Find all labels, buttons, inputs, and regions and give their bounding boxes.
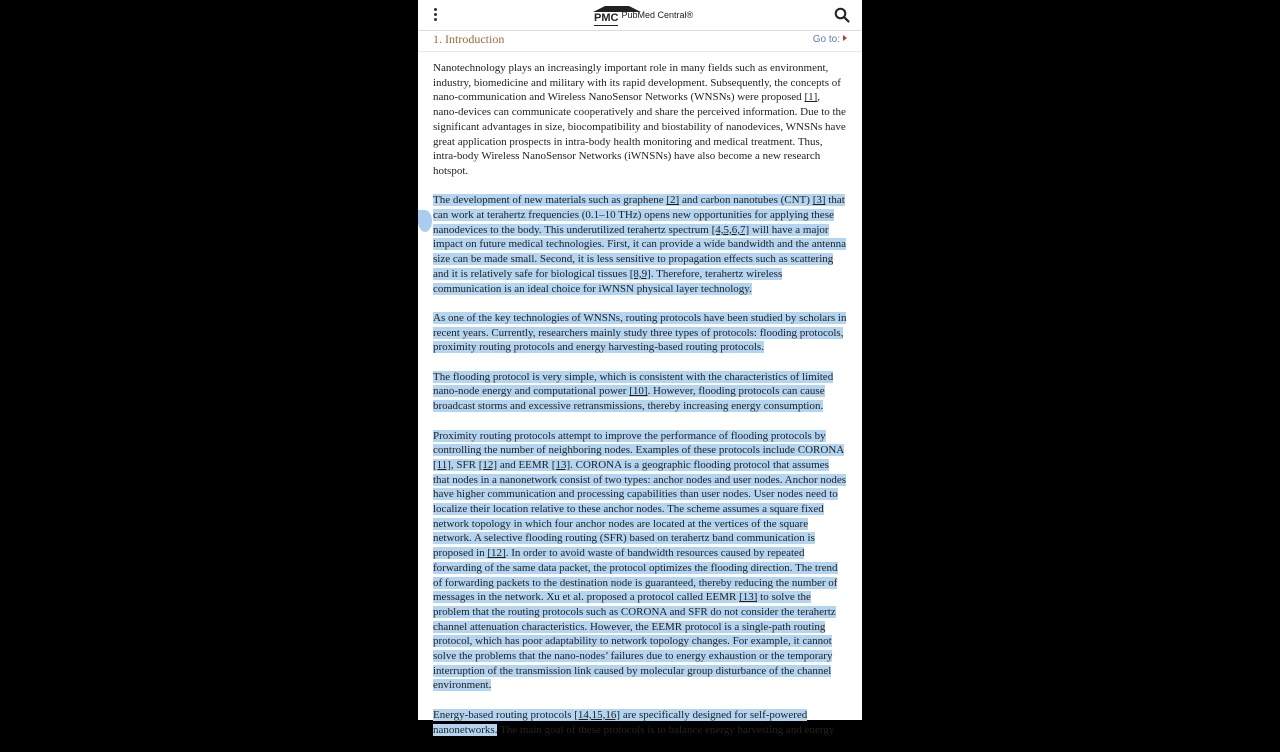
paragraph bbox=[433, 370, 847, 414]
text-segment: and EEMR bbox=[497, 458, 552, 471]
text-segment: . CORONA is a geographic flooding protocol that assumes that nodes in a nanonetwork consist of two types: anchor nodes and user nodes. Anchor nodes have higher communication and processing capabilities than user nodes. User nodes need to localize their location relative to these anchor nodes. The scheme assumes a square fixed network topology in which four anchor nodes are located at the vertices of the square network. A selective flooding routing (SFR) based on terahertz band communication is proposed in bbox=[433, 458, 847, 560]
pmc-logo[interactable] bbox=[594, 4, 693, 26]
text-segment: , nano-devices can communicate cooperatively and share the perceived information. Due to the significant advantages in size, biocompatibility and biostability of nanodevices, WNSNs have great application prospects in intra-body health monitoring and medical treatment. Thus, intra-body Wireless NanoSensor Networks (iWNSNs) have also become a new research hotspot. bbox=[433, 91, 846, 177]
paragraph bbox=[433, 61, 847, 179]
text-segment: and carbon nanotubes (CNT) bbox=[679, 194, 813, 207]
text-segment: The development of new materials such as graphene bbox=[433, 194, 667, 207]
mobile-viewport bbox=[418, 0, 862, 736]
paragraph bbox=[433, 311, 847, 355]
text-segment: The main goal of these protocols is to balance energy harvesting and energy bbox=[497, 723, 835, 736]
citation-link[interactable]: [11] bbox=[433, 458, 451, 471]
more-vert-icon[interactable] bbox=[430, 6, 440, 24]
pmc-logo-mark: PMC bbox=[594, 6, 618, 24]
goto-label: Go to: bbox=[812, 34, 840, 45]
citation-link[interactable]: [3] bbox=[812, 194, 826, 207]
article-body bbox=[433, 61, 847, 752]
citation-link[interactable]: [14,15,16] bbox=[574, 708, 621, 721]
text-segment: . However, flooding protocols can cause broadcast storms and excessive retransmissions, thereby increasing energy consumption. bbox=[433, 385, 825, 413]
text-segment: are specifically designed for self-powered nanonetworks. bbox=[433, 708, 808, 736]
search-icon[interactable] bbox=[834, 7, 850, 23]
text-segment: that can work at terahertz frequencies (0.1–10 THz) opens new opportunities for applying these nanodevices to the body. This underutilized terahertz spectrum bbox=[433, 194, 845, 236]
citation-link[interactable]: [12] bbox=[487, 547, 506, 560]
text-segment: Proximity routing protocols attempt to improve the performance of flooding protocols by controlling the number of neighboring nodes. Examples of these protocols include CORONA bbox=[433, 429, 845, 457]
text-segment: . In order to avoid waste of bandwidth resources caused by repeated forwarding of the same data packet, the protocol optimizes the flooding direction. The trend of forwarding packets to the destination node is guaranteed, thereby reducing the number of messages in the network. Xu et al. proposed a protocol called EEMR bbox=[433, 547, 838, 604]
paragraph bbox=[433, 708, 847, 737]
paragraph bbox=[433, 429, 847, 694]
text-segment: will have a major impact on future medical technologies. First, it can provide a wide bandwidth and the antenna size can be made small. Second, it is less sensitive to propagation effects such as scattering and it is relatively safe for biological tissues bbox=[433, 223, 846, 280]
text-segment: to solve the problem that the routing protocols such as CORONA and SFR do not consider the terahertz channel attenuation characteristics. However, the EEMR protocol is a single-path routing protocol, which has poor adaptability to network topology changes. For example, it cannot solve the problems that the nano-nodes’ failures due to energy exhaustion or the temporary interruption of the transmission link caused by molecular group disturbance of the channel environment. bbox=[433, 591, 836, 692]
text-segment: , SFR bbox=[450, 458, 479, 471]
text-segment: The flooding protocol is very simple, which is consistent with the characteristics of limited nano-node energy and computational power bbox=[433, 370, 834, 398]
citation-link[interactable]: [10] bbox=[629, 385, 648, 398]
text-segment: As one of the key technologies of WNSNs, routing protocols have been studied by scholars in recent years. Currently, researchers mainly study three types of protocols: flooding protocols, proximity routing protocols and energy harvesting-based routing protocols. bbox=[433, 311, 847, 354]
paragraph bbox=[433, 193, 847, 296]
citation-link[interactable]: [4,5,6,7] bbox=[711, 223, 750, 236]
citation-link[interactable]: [1] bbox=[804, 91, 818, 104]
citation-link[interactable]: [8,9] bbox=[629, 267, 651, 280]
citation-link[interactable]: [2] bbox=[666, 194, 680, 207]
text-segment: Energy-based routing protocols bbox=[433, 708, 575, 721]
citation-link[interactable]: [12] bbox=[478, 458, 498, 471]
selection-handle[interactable] bbox=[418, 210, 432, 232]
text-segment: . Therefore, terahertz wireless communication is an ideal choice for iWNSN physical layer technology. bbox=[433, 267, 783, 295]
top-bar bbox=[418, 0, 862, 30]
section-header bbox=[418, 30, 862, 52]
text-segment: Nanotechnology plays an increasingly important role in many fields such as environment, industry, biomedicine and military with its rapid development. Subsequently, the concepts of nano-communication and Wireless NanoSensor Networks (WNSNs) were proposed bbox=[433, 62, 841, 104]
section-title: 1. Introduction bbox=[433, 32, 505, 46]
triangle-right-icon bbox=[843, 35, 847, 41]
citation-link[interactable]: [13] bbox=[739, 591, 758, 604]
pmc-logo-text: PubMed Central® bbox=[621, 10, 694, 20]
citation-link[interactable]: [13] bbox=[551, 458, 571, 471]
goto-link[interactable] bbox=[813, 34, 847, 45]
